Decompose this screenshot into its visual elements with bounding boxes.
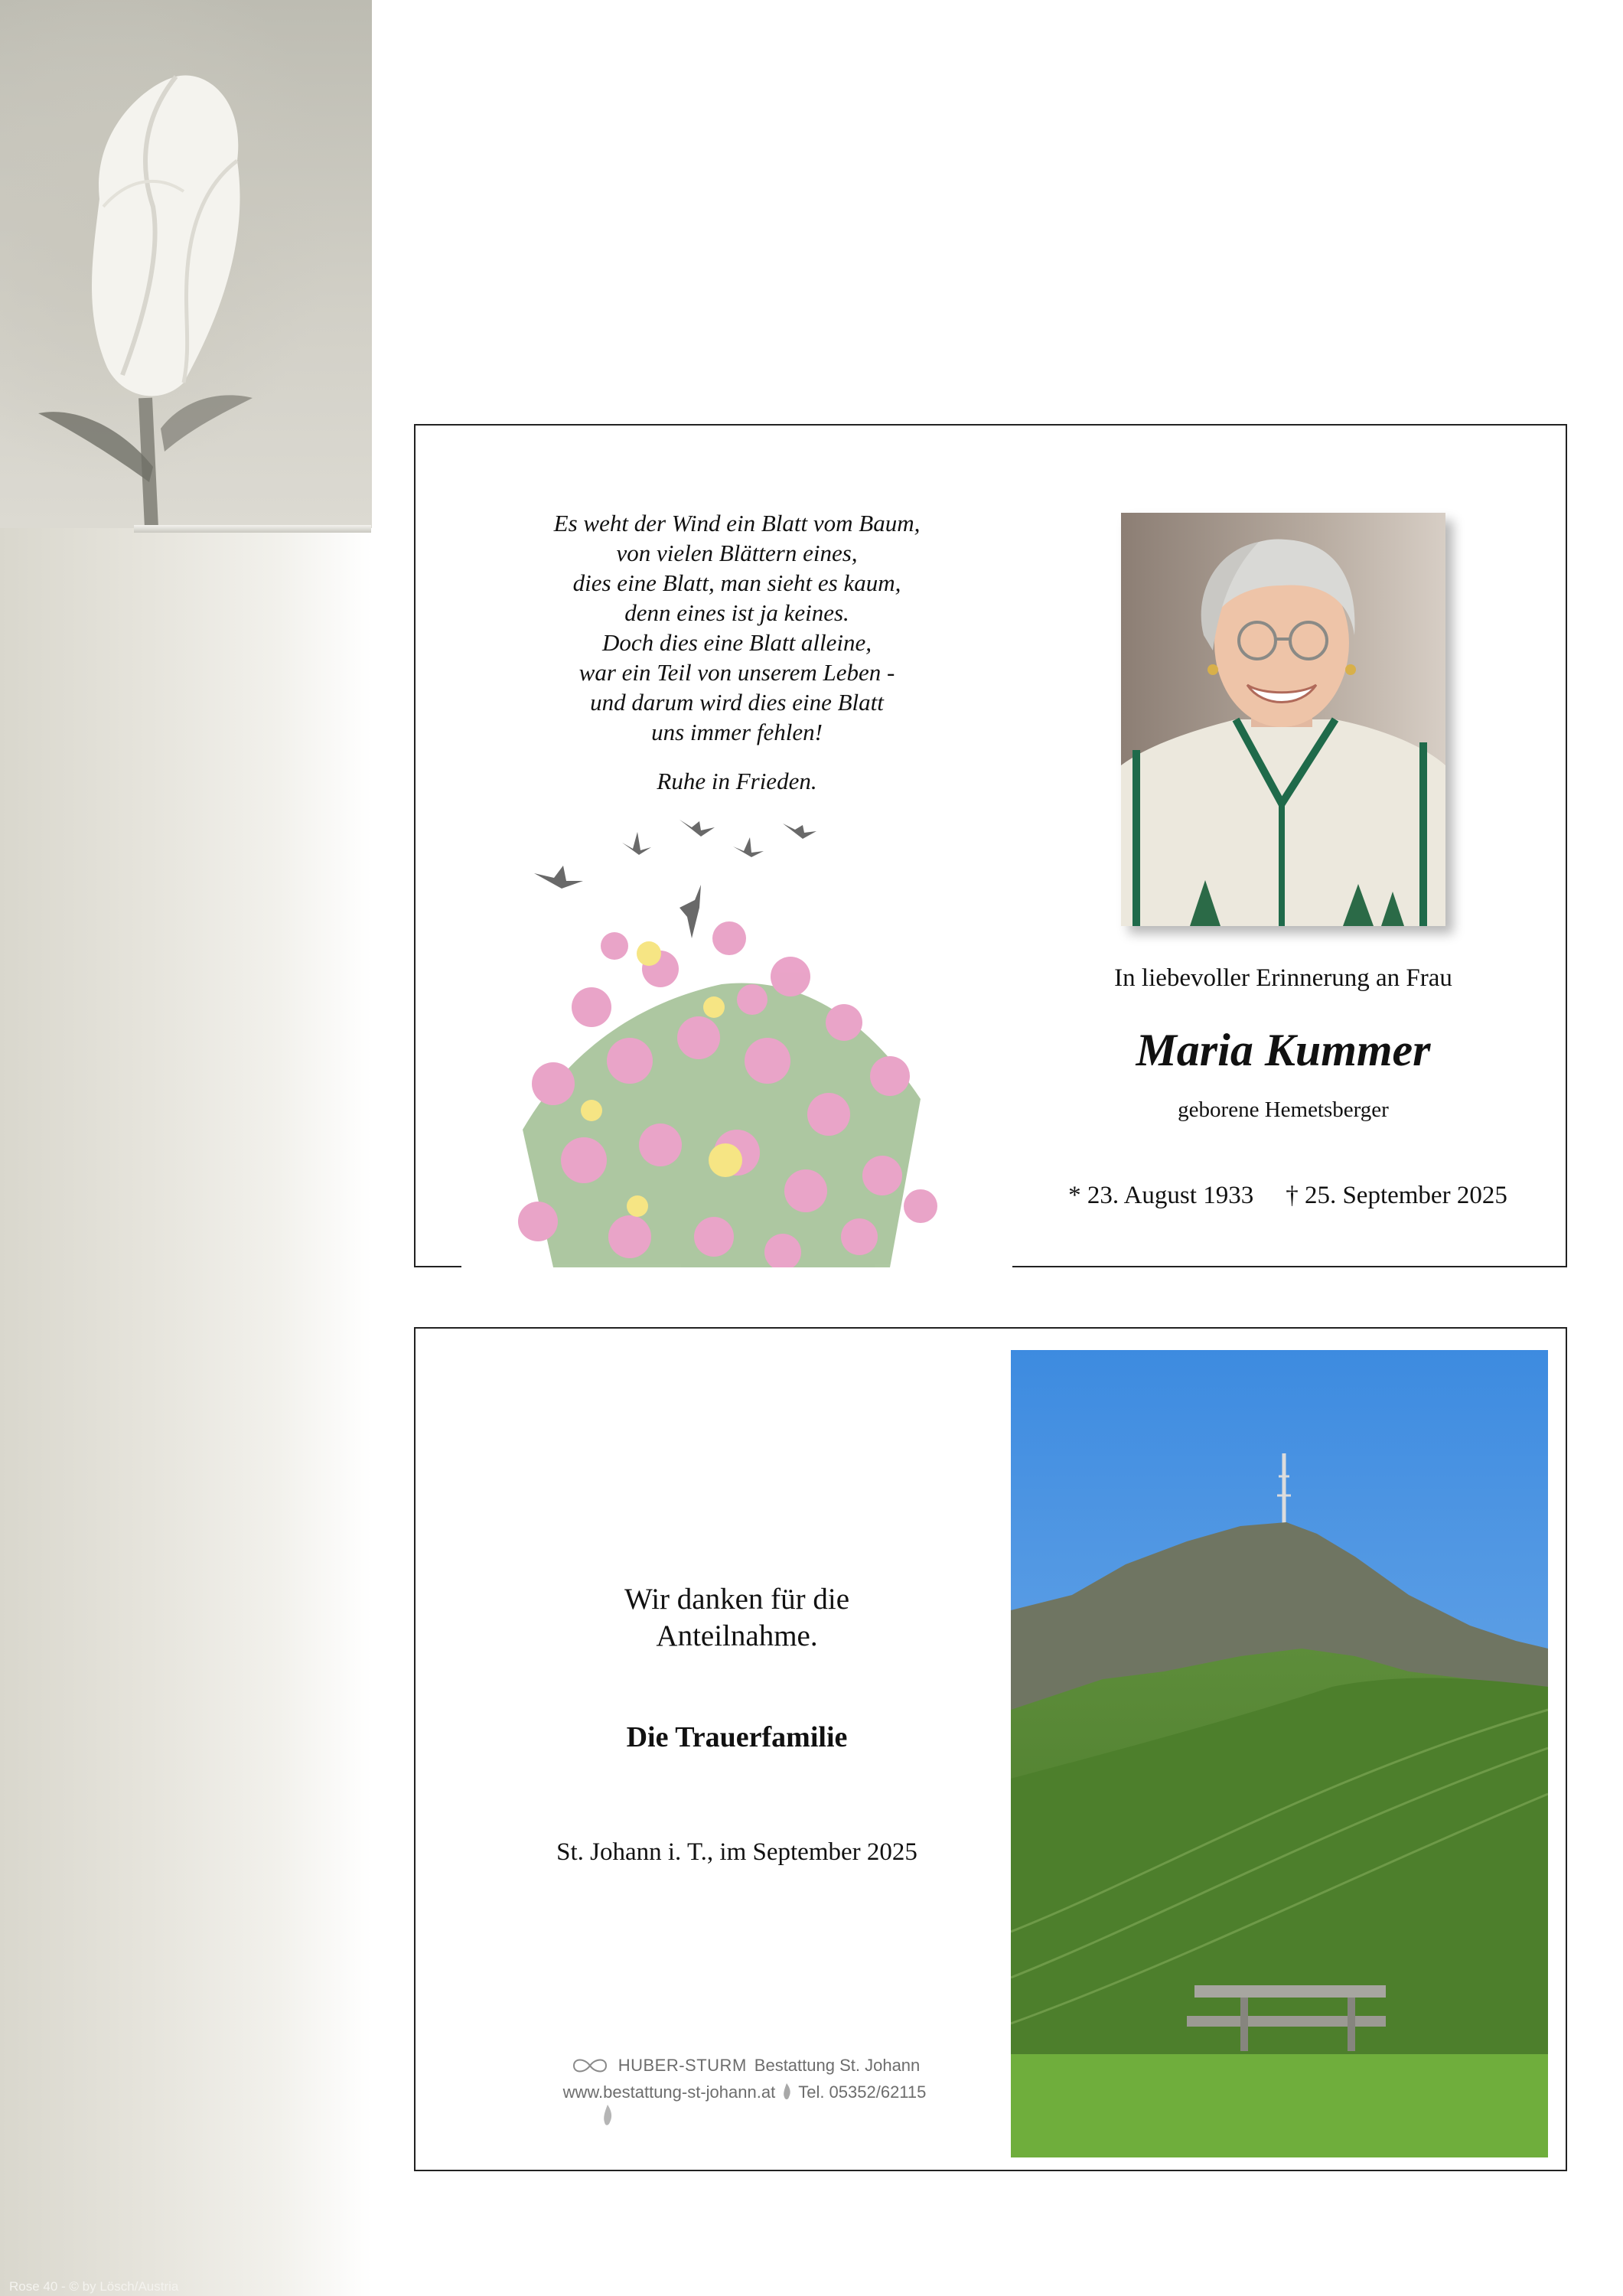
poem-line: uns immer fehlen! [651,719,823,745]
memorial-card-front [414,424,1567,1267]
poem-line: denn eines ist ja keines. [624,599,849,626]
place-date: St. Johann i. T., im September 2025 [556,1838,917,1866]
undertaker-info [553,2054,936,2103]
poem-line: von vielen Blättern eines, [616,540,858,566]
infinity-logo-icon [569,2056,611,2075]
life-dates [1043,1182,1533,1210]
portrait-frame [1121,513,1445,926]
mountain-landscape-photo [1011,1350,1548,2157]
undertaker-brand: HUBER-STURM [618,2056,747,2075]
deceased-name: Maria Kummer [1136,1025,1431,1075]
poem-line: und darum wird dies eine Blatt [590,689,884,716]
thanks-line: Wir danken für die [624,1583,850,1616]
flame-icon [780,2082,794,2103]
poem-line: war ein Teil von unserem Leben - [578,659,895,686]
poem-closing: Ruhe in Frieden. [657,768,817,794]
image-credit: Rose 40 - © by Lösch/Austria [9,2279,179,2294]
birth-name: geborene Hemetsberger [1178,1097,1389,1122]
memorial-card-back [414,1327,1567,2171]
white-rose-image [31,69,306,528]
poem-line: dies eine Blatt, man sieht es kaum, [572,569,901,596]
memorial-poem [492,508,982,796]
family-signature: Die Trauerfamilie [626,1721,848,1753]
poem-line: Doch dies eine Blatt alleine, [601,629,872,656]
flower-bouquet-image [461,808,1012,1267]
undertaker-website: www.bestattung-st-johann.at [562,2082,776,2102]
birth-date: * 23. August 1933 [1068,1182,1254,1209]
poem-line: Es weht der Wind ein Blatt vom Baum, [553,510,921,536]
portrait-photo [1121,513,1445,926]
candle-flame-icon [600,2103,615,2129]
undertaker-phone: Tel. 05352/62115 [798,2082,927,2102]
side-decoration-ledge [134,525,371,533]
memory-intro-text: In liebevoller Erinnerung an Frau [1114,964,1452,992]
death-date: † 25. September 2025 [1286,1182,1507,1209]
thanks-line: Anteilnahme. [656,1619,818,1652]
undertaker-subtitle: Bestattung St. Johann [754,2056,921,2075]
thanks-text [492,1581,982,1655]
